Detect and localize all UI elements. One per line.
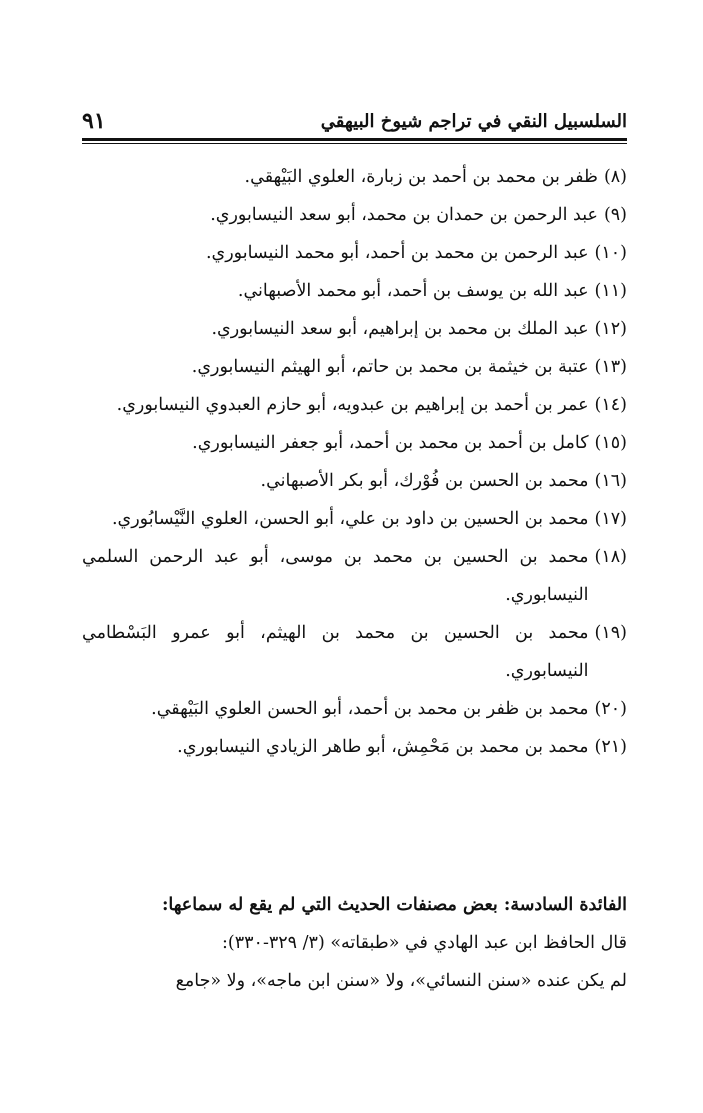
entry-number: (١٦) [594,471,627,491]
entry-number: (١٠) [594,243,627,263]
entry-number: (١٤) [594,395,627,415]
list-item [82,272,627,310]
list-item [82,310,627,348]
entry-text: عبد الملك بن محمد بن إبراهيم، أبو سعد النيسابوري. [211,319,589,339]
header-rule-thin [82,143,627,144]
entry-text: عتبة بن خيثمة بن محمد بن حاتم، أبو الهيثم النيسابوري. [191,357,589,377]
benefit-six-section [82,886,627,1000]
entry-text: ظفر بن محمد بن أحمد بن زبارة، العلوي البَيْهقي. [244,167,598,187]
entry-number: (١١) [594,281,627,301]
entry-text: عبد الرحمن بن حمدان بن محمد، أبو سعد النيسابوري. [210,205,598,225]
entry-text: محمد بن الحسين بن محمد بن موسى، أبو عبد الرحمن السلمي النيسابوري. [82,547,589,605]
entry-number: (١٨) [594,547,627,567]
entry-text: محمد بن الحسين بن محمد بن الهيثم، أبو عمرو البَسْطامي النيسابوري. [82,623,589,681]
list-item [82,690,627,728]
list-item [82,386,627,424]
running-header [82,100,627,136]
list-item [82,538,627,614]
entry-text: عمر بن أحمد بن إبراهيم بن عبدويه، أبو حازم العبدوي النيسابوري. [116,395,589,415]
list-item [82,158,627,196]
entry-text: عبد الرحمن بن محمد بن أحمد، أبو محمد النيسابوري. [205,243,589,263]
entry-number: (١٥) [594,433,627,453]
entry-number: (٩) [603,205,627,225]
entry-text: عبد الله بن يوسف بن أحمد، أبو محمد الأصبهاني. [237,281,589,301]
list-item [82,728,627,766]
page-number: ٩١ [82,108,106,134]
sheikhs-list [82,158,627,766]
entry-number: (٨) [603,167,627,187]
entry-text: محمد بن الحسن بن فُوْرك، أبو بكر الأصبهاني. [260,471,589,491]
list-item [82,348,627,386]
entry-text: محمد بن محمد بن مَحْمِش، أبو طاهر الزيادي النيسابوري. [177,737,589,757]
entry-text: محمد بن الحسين بن داود بن علي، أبو الحسن، العلوي النَّيْسابُوري. [111,509,589,529]
section-heading: الفائدة السادسة: بعض مصنفات الحديث التي لم يقع له سماعها: [161,895,627,915]
entry-number: (٢١) [594,737,627,757]
list-item [82,196,627,234]
entry-number: (١٧) [594,509,627,529]
entry-text: كامل بن أحمد بن محمد بن أحمد، أبو جعفر النيسابوري. [192,433,589,453]
list-item [82,234,627,272]
running-title: السلسبيل النقي في تراجم شيوخ البيهقي [320,111,627,132]
entry-number: (١٢) [594,319,627,339]
section-paragraph: قال الحافظ ابن عبد الهادي في «طبقاته» (٣/ ٣٢٩-٣٣٠): [222,933,627,953]
entry-number: (٢٠) [594,699,627,719]
header-rule-thick [82,138,627,141]
section-paragraph: لم يكن عنده «سنن النسائي»، ولا «سنن ابن ماجه»، ولا «جامع [175,971,627,991]
list-item [82,462,627,500]
entry-text: محمد بن ظفر بن محمد بن أحمد، أبو الحسن العلوي البَيْهقي. [151,699,589,719]
entry-number: (١٣) [594,357,627,377]
list-item [82,614,627,690]
list-item [82,424,627,462]
list-item [82,500,627,538]
entry-number: (١٩) [594,623,627,643]
